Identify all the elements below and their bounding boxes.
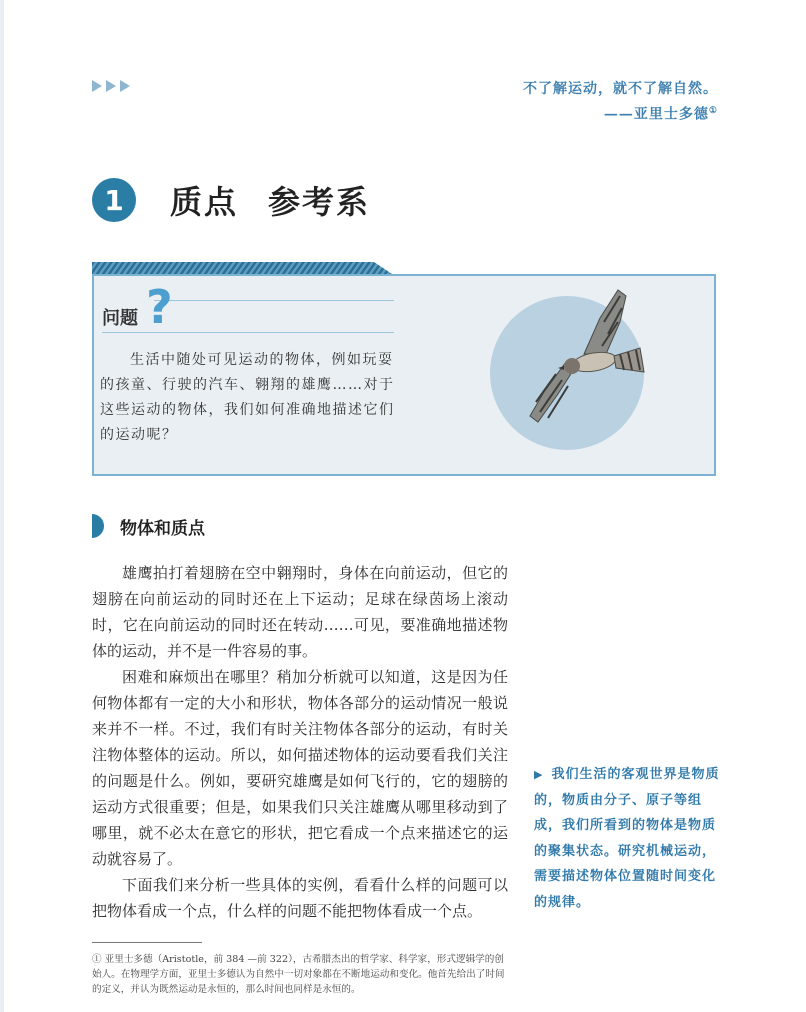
problem-label: 问题: [102, 308, 138, 329]
triangle-icon: [106, 80, 116, 92]
problem-banner-stripe: [92, 262, 392, 274]
chapter-title-part1: 质点: [170, 183, 239, 221]
hawk-illustration-icon: [514, 282, 654, 442]
section-marker: [92, 514, 104, 538]
chapter-number-badge: 1: [92, 178, 136, 222]
footnote-divider: [92, 942, 202, 943]
footnote: ① 亚里士多德（Aristotle，前 384 —前 322），古希腊杰出的哲学家、科学家，形式逻辑学的创始人。在物理学方面，亚里士多德认为自然中一切对象都在不断地运动和变化。他首先给出了时间的定义，并认为既然运动是永恒的，那么时间也同样是永恒的。: [92, 954, 505, 995]
epigraph-quote: [523, 78, 718, 126]
triangle-icon: [120, 80, 130, 92]
quote-line-2: [523, 100, 718, 126]
sidenote: [534, 762, 724, 915]
section-title: 物体和质点: [120, 519, 205, 539]
quote-line-1: 不了解运动，就不了解自然。: [523, 81, 718, 97]
divider: [154, 300, 394, 301]
quote-author: ——亚里士多德: [603, 106, 709, 123]
page-edge: [0, 0, 4, 1012]
body-text: [92, 560, 508, 924]
body-paragraph: 雄鹰拍打着翅膀在空中翱翔时，身体在向前运动，但它的翅膀在向前运动的同时还在上下运动；足球在绿茵场上滚动时，它在向前运动的同时还在转动……可见，要准确地描述物体的运动，并不是一件容易的事。: [92, 564, 508, 660]
chapter-title: [170, 177, 370, 223]
problem-paragraph: 生活中随处可见运动的物体，例如玩耍的孩童、行驶的汽车、翱翔的雄鹰……对于这些运动的物体，我们如何准确地描述它们的运动呢？: [100, 352, 395, 443]
chapter-title-part2: 参考系: [268, 183, 371, 221]
question-mark-icon: ?: [146, 280, 173, 334]
sidenote-text: 我们生活的客观世界是物质的，物质由分子、原子等组成，我们所看到的物体是物质的聚集状态。研究机械运动，需要描述物体位置随时间变化的规律。: [534, 767, 720, 910]
divider: [102, 332, 394, 333]
problem-text: [100, 348, 400, 448]
body-paragraph: 困难和麻烦出在哪里？稍加分析就可以知道，这是因为任何物体都有一定的大小和形状，物体各部分的运动情况一般说来并不一样。不过，我们有时关注物体各部分的运动，有时关注物体整体的运动。所以，如何描述物体的运动要看我们关注的问题是什么。例如，要研究雄鹰是如何飞行的，它的翅膀的运动方式很重要；但是，如果我们只关注雄鹰从哪里移动到了哪里，就不必太在意它的形状，把它看成一个点来描述它的运动就容易了。: [92, 668, 508, 868]
sidenote-arrow-icon: ▶: [534, 768, 544, 781]
body-paragraph: 下面我们来分析一些具体的实例，看看什么样的问题可以把物体看成一个点，什么样的问题不能把物体看成一个点。: [92, 876, 508, 920]
header-triangle-marks: [92, 80, 130, 92]
footnote-ref[interactable]: ①: [708, 106, 718, 116]
triangle-icon: [92, 80, 102, 92]
problem-box: [92, 274, 716, 476]
